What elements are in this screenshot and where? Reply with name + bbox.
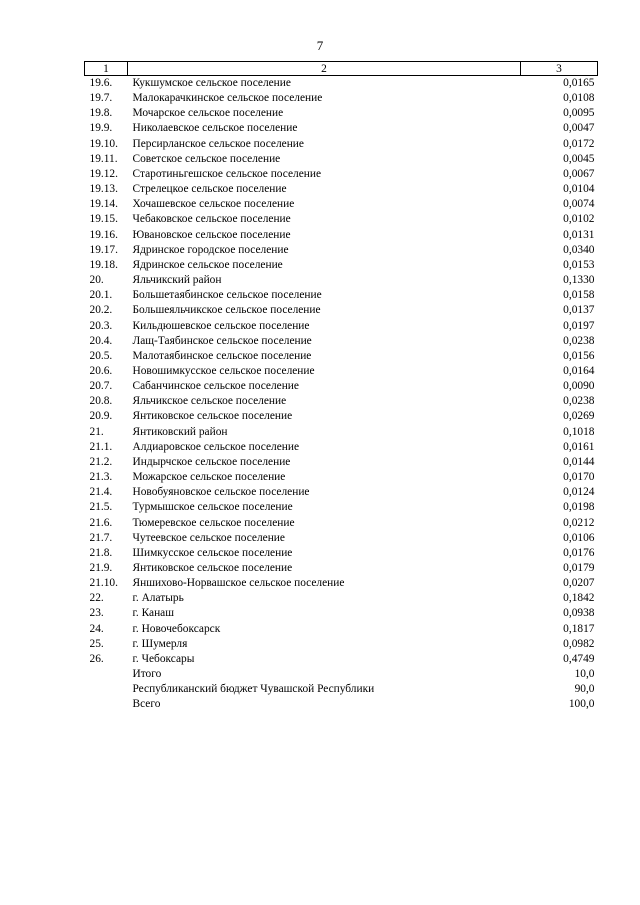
row-number: 19.6. — [89, 77, 113, 89]
table-row — [85, 197, 598, 212]
row-value: 0,0179 — [563, 562, 595, 574]
table-row — [85, 121, 598, 136]
row-value: 0,0238 — [563, 395, 595, 408]
row-value: 0,0047 — [563, 122, 595, 135]
row-name: Старотиньгешское сельское поселение — [132, 167, 322, 180]
row-value: 0,4749 — [563, 652, 595, 665]
table-row — [85, 273, 598, 288]
table-row — [85, 470, 598, 485]
row-value: 0,0144 — [563, 455, 595, 468]
row-value: 0,0161 — [563, 440, 595, 453]
row-value: 0,0172 — [563, 137, 595, 150]
row-name: Яншихово-Норвашское сельское поселение — [132, 577, 345, 590]
row-number: 24. — [89, 622, 104, 635]
row-value: 0,0095 — [563, 107, 595, 120]
table-row — [85, 697, 598, 712]
table-row — [85, 288, 598, 303]
row-number — [85, 667, 128, 682]
row-number: 22. — [89, 592, 104, 605]
row-name: Малокарачкинское сельское поселение — [132, 92, 323, 105]
row-name: Мочарское сельское поселение — [132, 107, 284, 120]
row-value: 0,0102 — [563, 213, 595, 226]
row-value: 0,0269 — [563, 410, 595, 423]
row-number: 21.6. — [89, 516, 113, 529]
row-number: 21. — [89, 425, 104, 438]
header-col-2: 2 — [128, 62, 521, 76]
row-value: 0,1018 — [563, 425, 595, 438]
row-number: 19.10. — [89, 137, 118, 150]
table-row — [85, 440, 598, 455]
table-row — [85, 212, 598, 227]
row-number: 20.2. — [89, 304, 113, 317]
row-name: Алдиаровское сельское поселение — [132, 440, 299, 453]
table-row — [85, 546, 598, 561]
row-number: 21.9. — [89, 562, 113, 574]
row-number: 21.8. — [89, 546, 113, 559]
row-name: Турмышское сельское поселение — [132, 501, 293, 514]
row-name: Ядринское сельское поселение — [132, 258, 283, 271]
row-name: Большеяльчикское сельское поселение — [132, 304, 321, 317]
table-row — [85, 516, 598, 531]
table-row — [85, 364, 598, 379]
table-row — [85, 409, 598, 424]
row-number: 19.16. — [89, 228, 118, 241]
row-number: 19.14. — [89, 198, 118, 211]
table-row — [85, 485, 598, 500]
row-name: Сабанчинское сельское поселение — [132, 380, 299, 393]
row-name: Яльчикский район — [132, 274, 222, 287]
row-name: г. Шумерля — [132, 637, 188, 650]
row-value: 0,0238 — [563, 334, 595, 347]
table-row — [85, 561, 598, 576]
table-row — [85, 576, 598, 591]
row-number: 20.7. — [89, 380, 113, 393]
row-number: 19.18. — [89, 258, 118, 271]
row-name: Итого — [132, 668, 162, 681]
row-name: Янтиковский район — [132, 425, 228, 438]
table-row — [85, 531, 598, 546]
row-value: 0,0176 — [563, 546, 595, 559]
row-name: Малотаябинское сельское поселение — [132, 349, 312, 362]
row-value: 0,0165 — [563, 77, 595, 89]
row-number: 20.6. — [89, 364, 113, 377]
table-row — [85, 152, 598, 167]
table-row — [85, 682, 598, 697]
row-number: 20. — [89, 274, 104, 287]
row-value: 0,0158 — [563, 289, 595, 302]
row-value: 0,1817 — [563, 622, 595, 635]
row-number: 20.4. — [89, 334, 113, 347]
table-row — [85, 500, 598, 515]
header-col-1: 1 — [85, 62, 128, 76]
row-value: 0,0124 — [563, 486, 595, 499]
row-value: 0,0090 — [563, 380, 595, 393]
table-row — [85, 167, 598, 182]
table-row — [85, 622, 598, 637]
row-name: Чутеевское сельское поселение — [132, 531, 285, 544]
row-number: 21.7. — [89, 531, 113, 544]
row-value: 0,0156 — [563, 349, 595, 362]
row-name: Шимкусское сельское поселение — [132, 546, 293, 559]
table-row — [85, 652, 598, 667]
row-name: Янтиковское сельское поселение — [132, 562, 293, 574]
row-value: 0,0137 — [563, 304, 595, 317]
row-name: Лащ-Таябинское сельское поселение — [132, 334, 312, 347]
row-number: 20.3. — [89, 319, 113, 332]
table-row — [85, 228, 598, 243]
row-value: 0,0212 — [563, 516, 595, 529]
allocation-table — [84, 61, 598, 713]
table-row — [85, 334, 598, 349]
table-row — [85, 303, 598, 318]
row-value: 0,0153 — [563, 258, 595, 271]
row-name: Стрелецкое сельское поселение — [132, 183, 287, 196]
table-row — [85, 606, 598, 621]
table-row — [85, 76, 598, 92]
row-name: Кильдюшевское сельское поселение — [132, 319, 310, 332]
row-number — [85, 697, 128, 712]
row-number: 21.1. — [89, 440, 113, 453]
row-name: Николаевское сельское поселение — [132, 122, 298, 135]
row-number: 19.13. — [89, 183, 118, 196]
row-number: 19.12. — [89, 167, 118, 180]
row-value: 0,0164 — [563, 364, 595, 377]
row-number: 23. — [89, 607, 104, 620]
row-name: Ювановское сельское поселение — [132, 228, 291, 241]
row-name: г. Канаш — [132, 607, 175, 620]
row-value: 0,0198 — [563, 501, 595, 514]
table-body — [85, 76, 598, 713]
row-number: 21.5. — [89, 501, 113, 514]
row-value: 0,0197 — [563, 319, 595, 332]
table-row — [85, 106, 598, 121]
row-name: г. Алатырь — [132, 592, 184, 605]
row-number: 26. — [89, 652, 104, 665]
row-name: г. Чебоксары — [132, 652, 195, 665]
row-name: Новобуяновское сельское поселение — [132, 486, 310, 499]
row-name: Хочашевское сельское поселение — [132, 198, 295, 211]
row-number: 19.7. — [89, 92, 113, 105]
row-value: 0,1330 — [563, 274, 595, 287]
table-row — [85, 182, 598, 197]
row-number: 19.11. — [89, 152, 118, 165]
row-number: 19.17. — [89, 243, 118, 256]
table-row — [85, 91, 598, 106]
row-number: 19.8. — [89, 107, 113, 120]
row-number: 20.9. — [89, 410, 113, 423]
row-name: Советское сельское поселение — [132, 152, 281, 165]
table-row — [85, 667, 598, 682]
table-row — [85, 349, 598, 364]
row-value: 100,0 — [568, 698, 595, 711]
row-value: 0,0104 — [563, 183, 595, 196]
row-value: 0,0207 — [563, 577, 595, 590]
row-name: Большетаябинское сельское поселение — [132, 289, 322, 302]
row-name: Новошимкусское сельское поселение — [132, 364, 315, 377]
row-value: 0,0131 — [563, 228, 595, 241]
header-col-3: 3 — [521, 62, 598, 76]
row-value: 0,0340 — [563, 243, 595, 256]
row-number: 20.8. — [89, 395, 113, 408]
row-name: Всего — [132, 698, 161, 711]
row-name: Янтиковское сельское поселение — [132, 410, 293, 423]
row-name: Тюмеревское сельское поселение — [132, 516, 295, 529]
table-header-row — [85, 62, 598, 76]
row-number: 21.10. — [89, 577, 118, 590]
table-row — [85, 379, 598, 394]
row-value: 0,0170 — [563, 471, 595, 484]
row-name: Республиканский бюджет Чувашской Республики — [132, 683, 375, 696]
row-number: 19.15. — [89, 213, 118, 226]
row-value: 0,0108 — [563, 92, 595, 105]
row-number — [85, 682, 128, 697]
row-number: 19.9. — [89, 122, 113, 135]
row-value: 0,0074 — [563, 198, 595, 211]
row-name: г. Новочебоксарск — [132, 622, 221, 635]
row-name: Можарское сельское поселение — [132, 471, 286, 484]
row-value: 0,0938 — [563, 607, 595, 620]
table-row — [85, 591, 598, 606]
table-row — [85, 137, 598, 152]
page-number: 7 — [316, 38, 324, 53]
row-number: 20.1. — [89, 289, 113, 302]
row-number: 20.5. — [89, 349, 113, 362]
row-value: 10,0 — [574, 668, 595, 681]
row-value: 90,0 — [574, 683, 595, 696]
row-number: 21.2. — [89, 455, 113, 468]
table-row — [85, 455, 598, 470]
table-row — [85, 319, 598, 334]
table-row — [85, 258, 598, 273]
row-name: Ядринское городское поселение — [132, 243, 289, 256]
row-name: Кукшумское сельское поселение — [132, 77, 291, 89]
row-name: Чебаковское сельское поселение — [132, 213, 291, 226]
row-value: 0,0106 — [563, 531, 595, 544]
row-name: Индырчское сельское поселение — [132, 455, 291, 468]
row-value: 0,1842 — [563, 592, 595, 605]
row-value: 0,0045 — [563, 152, 595, 165]
row-name: Яльчикское сельское поселение — [132, 395, 287, 408]
table-row — [85, 243, 598, 258]
row-number: 21.3. — [89, 471, 113, 484]
table-row — [85, 637, 598, 652]
row-value: 0,0067 — [563, 167, 595, 180]
row-number: 25. — [89, 637, 104, 650]
row-value: 0,0982 — [563, 637, 595, 650]
table-row — [85, 394, 598, 409]
row-number: 21.4. — [89, 486, 113, 499]
row-name: Персирланское сельское поселение — [132, 137, 304, 150]
table-row — [85, 425, 598, 440]
